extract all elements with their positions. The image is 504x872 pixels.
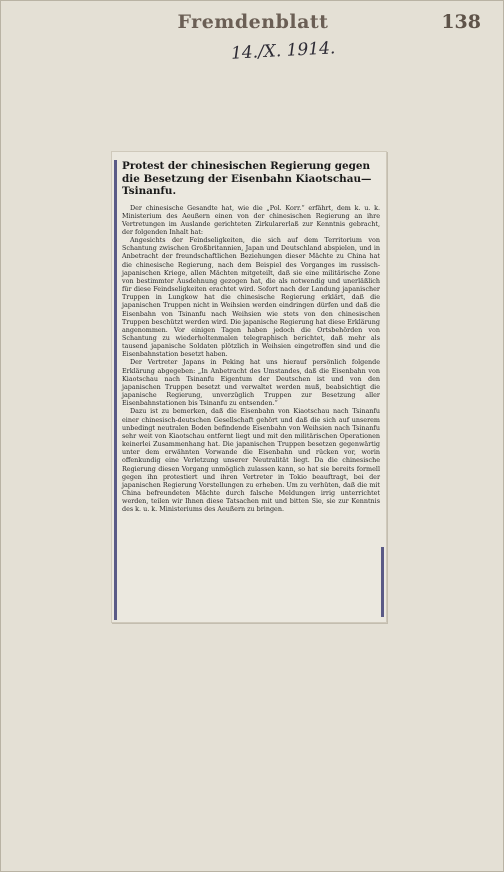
- article-paragraph: Angesichts der Feindseligkeiten, die sich auf dem Territorium von Schantung zwischen Großbritannien, Japan und Deutschland abspielen, und in Anbetracht der freundschaftlichen Beziehungen dieser Mächte zu China hat die chinesische Regierung, nach dem Beispiel des Vorganges im russisch-japanischen Kriege, allen Mächten mitgeteilt, daß sie eine militärische Zone von bestimmter Ausdehnung gezogen hat, die als notwendig und unerläßlich für diese Feindseligkeiten erachtet wird. Sofort nach der Landung japanischer Truppen in Lungkow hat die chinesische Regierung erklärt, daß die japanischen Truppen nicht in Weihsien werden eindringen dürfen und daß die Eisenbahn von Tsinanfu nach Weihsien wie stets von den chinesischen Truppen beschützt werden wird. Die japanische Regierung hat diese Erklärung angenommen. Vor einigen Tagen haben jedoch die Ortsbehörden von Schantung zu wiederholtenmalen telegraphisch berichtet, daß mehr als tausend japanische Soldaten plötzlich in Weihsien eingetroffen sind und die Eisenbahnstation besetzt haben.: [122, 236, 380, 359]
- margin-mark-left: [114, 160, 117, 620]
- newspaper-clipping: [111, 151, 387, 623]
- article-title: Protest der chinesischen Regierung gegen die Besetzung der Eisenbahn Kiaotschau—Tsinanfu.: [122, 160, 372, 197]
- article-paragraph: Der chinesische Gesandte hat, wie die „Pol. Korr.“ erfährt, dem k. u. k. Ministerium des Aeußern einen von der chinesischen Regierung an ihre Vertretungen im Auslande gerichteten Zirkularerlaß zur Kenntnis gebracht, der folgenden Inhalt hat:: [122, 203, 380, 236]
- article-body: [122, 204, 380, 514]
- article-paragraph: Der Vertreter Japans in Peking hat uns hierauf persönlich folgende Erklärung abgegeben: „In Anbetracht des Umstandes, daß die Eisenbahn von Kiaotschau nach Tsinanfu Eigentum der Deutschen ist und von den japanischen Truppen besetzt und verwaltet werden muß, beabsichtigt die japanische Regierung, unverzüglich Truppen zur Besetzung aller Eisenbahnstationen bis Tsinanfu zu entsenden.“: [122, 358, 380, 408]
- handwritten-date: 14./X. 1914.: [230, 38, 336, 64]
- margin-mark-right: [381, 547, 384, 617]
- newspaper-title: Fremdenblatt: [177, 11, 329, 33]
- article-paragraph: Dazu ist zu bemerken, daß die Eisenbahn von Kiaotschau nach Tsinanfu einer chinesisch-deutschen Gesellschaft gehört und daß die sich auf unserem unbedingt neutralen Boden befindende Eisenbahn von Weihsien nach Tsinanfu sehr weit von Kiaotschau entfernt liegt und mit den militärischen Operationen keinerlei Zusammenhang hat. Die japanischen Truppen besetzen gegenwärtig unter dem erwähnten Vorwande die Eisenbahn und rücken vor, worin offenkundig eine Verletzung unserer Neutralität liegt. Da die chinesische Regierung diesen Vorgang unmöglich zulassen kann, so hat sie bereits formell gegen ihn protestiert und ihren Vertreter in Tokio beauftragt, bei der japanischen Regierung Vorstellungen zu erheben. Um zu verhüten, daß die mit China befreundeten Mächte durch falsche Meldungen irrig unterrichtet werden, teilen wir Ihnen diese Tatsachen mit und bitten Sie, sie zur Kenntnis des k. u. k. Ministeriums des Aeußern zu bringen.: [122, 407, 380, 514]
- page-header: [1, 11, 504, 37]
- page-number: 138: [441, 11, 481, 33]
